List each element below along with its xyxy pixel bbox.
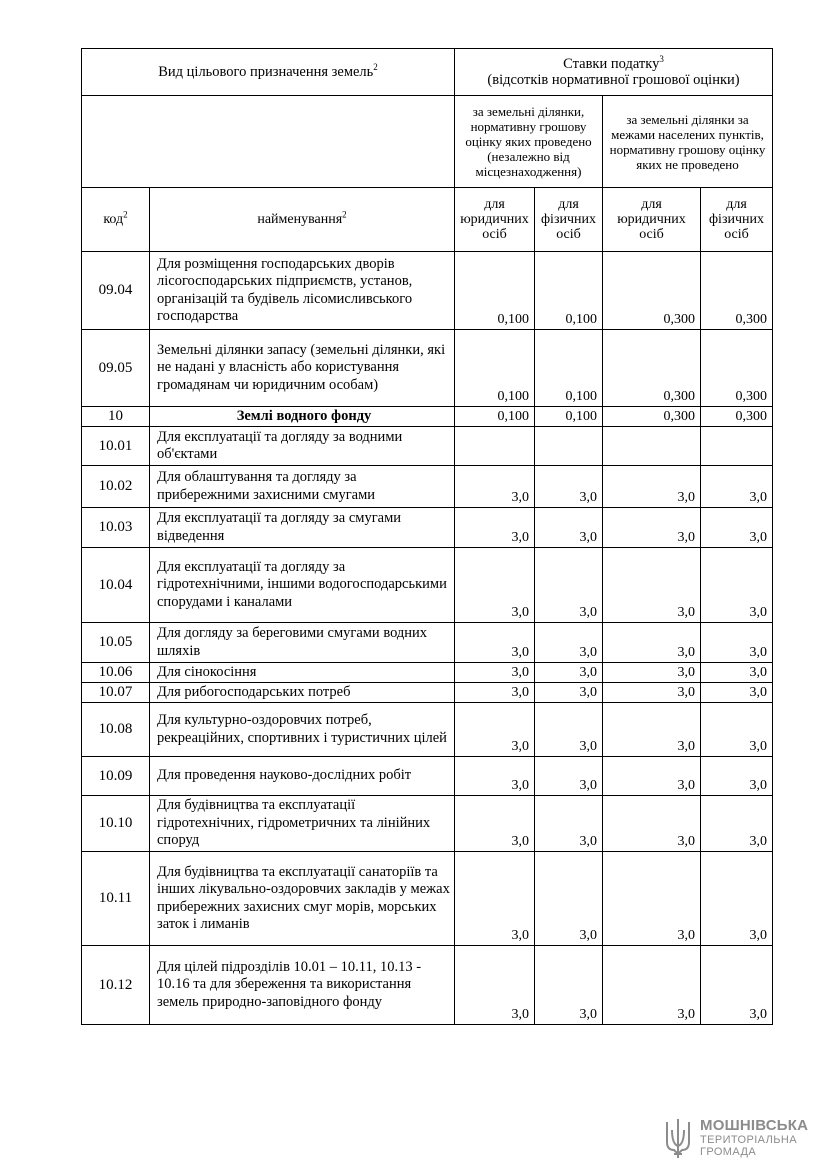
rate-legal-not-assessed: 0,300 xyxy=(603,252,701,330)
rate-physical-assessed: 3,0 xyxy=(535,946,603,1025)
rate-physical-not-assessed: 3,0 xyxy=(701,663,773,683)
empty-header-cell xyxy=(82,96,455,188)
rate-physical-not-assessed: 0,300 xyxy=(701,252,773,330)
header-row-3 xyxy=(82,188,773,252)
rate-legal-assessed: 3,0 xyxy=(455,703,535,757)
rate-legal-assessed: 3,0 xyxy=(455,663,535,683)
header-row-2 xyxy=(82,96,773,188)
rates-subtitle: (відсотків нормативної грошової оцінки) xyxy=(487,72,740,88)
rate-physical-assessed: 3,0 xyxy=(535,757,603,796)
purpose-title: Вид цільового призначення земель xyxy=(158,63,374,80)
logo-line-3: ГРОМАДА xyxy=(700,1146,757,1158)
row-name: Для будівництва та експлуатації санаторіїв та інших лікувально-оздоровчих закладів у межах прибережних захисних смуг морів, морських заток і лиманів xyxy=(150,852,455,946)
table-row xyxy=(82,946,773,1025)
rate-legal-assessed: 0,100 xyxy=(455,407,535,427)
logo-text xyxy=(700,1118,808,1158)
rate-legal-not-assessed: 0,300 xyxy=(603,407,701,427)
rate-physical-not-assessed: 3,0 xyxy=(701,683,773,703)
rate-physical-not-assessed: 0,300 xyxy=(701,407,773,427)
row-code: 10.05 xyxy=(82,623,150,663)
trident-icon xyxy=(664,1116,692,1160)
table-row xyxy=(82,663,773,683)
group-not-assessed-header: за земельні ділянки за межами населених пунктів, нормативну грошову оцінку яких не проведено xyxy=(603,96,773,188)
rate-physical-not-assessed: 3,0 xyxy=(701,703,773,757)
rate-legal-assessed: 3,0 xyxy=(455,757,535,796)
table-row xyxy=(82,252,773,330)
row-code: 10.10 xyxy=(82,796,150,852)
table-row xyxy=(82,796,773,852)
code-footnote: 2 xyxy=(123,209,128,220)
rate-physical-assessed: 3,0 xyxy=(535,796,603,852)
rate-physical-assessed: 3,0 xyxy=(535,548,603,623)
rate-legal-assessed: 3,0 xyxy=(455,946,535,1025)
rate-physical-not-assessed: 3,0 xyxy=(701,946,773,1025)
row-name: Для цілей підрозділів 10.01 – 10.11, 10.13 - 10.16 та для збереження та використання земель природно-заповідного фонду xyxy=(150,946,455,1025)
table-row xyxy=(82,757,773,796)
row-name: Для культурно-оздоровчих потреб, рекреаційних, спортивних і туристичних цілей xyxy=(150,703,455,757)
rate-legal-assessed: 3,0 xyxy=(455,548,535,623)
rate-physical-not-assessed: 3,0 xyxy=(701,852,773,946)
rate-physical-not-assessed: 3,0 xyxy=(701,548,773,623)
row-code: 10.09 xyxy=(82,757,150,796)
row-name: Земельні ділянки запасу (земельні ділянки, які не надані у власність або користування громадянам чи юридичним особам) xyxy=(150,330,455,407)
table-row xyxy=(82,852,773,946)
rate-legal-not-assessed: 3,0 xyxy=(603,757,701,796)
rate-legal-not-assessed: 3,0 xyxy=(603,796,701,852)
community-logo xyxy=(664,1116,809,1162)
col-legal-1-header: для юридичних осіб xyxy=(455,188,535,252)
rate-legal-not-assessed: 3,0 xyxy=(603,508,701,548)
rate-legal-not-assessed: 3,0 xyxy=(603,623,701,663)
rate-legal-not-assessed: 3,0 xyxy=(603,703,701,757)
rate-legal-assessed: 3,0 xyxy=(455,623,535,663)
row-code: 09.04 xyxy=(82,252,150,330)
rate-legal-assessed xyxy=(455,427,535,466)
row-name: Для проведення науково-дослідних робіт xyxy=(150,757,455,796)
rate-legal-not-assessed: 3,0 xyxy=(603,548,701,623)
row-name: Для сінокосіння xyxy=(150,663,455,683)
table-row xyxy=(82,427,773,466)
table-row xyxy=(82,407,773,427)
row-code: 10.12 xyxy=(82,946,150,1025)
rates-title: Ставки податку xyxy=(563,56,660,72)
rate-legal-assessed: 3,0 xyxy=(455,683,535,703)
rate-legal-assessed: 3,0 xyxy=(455,508,535,548)
row-name: Для експлуатації та догляду за водними об'єктами xyxy=(150,427,455,466)
row-code: 10.08 xyxy=(82,703,150,757)
purpose-header xyxy=(82,49,455,96)
name-header xyxy=(150,188,455,252)
row-name: Землі водного фонду xyxy=(150,407,455,427)
rate-legal-assessed: 3,0 xyxy=(455,796,535,852)
rate-physical-assessed: 3,0 xyxy=(535,683,603,703)
rate-physical-assessed: 0,100 xyxy=(535,252,603,330)
rate-physical-not-assessed: 3,0 xyxy=(701,466,773,508)
rate-legal-not-assessed: 3,0 xyxy=(603,466,701,508)
table-row xyxy=(82,623,773,663)
rate-physical-assessed: 3,0 xyxy=(535,663,603,683)
table-row xyxy=(82,683,773,703)
rate-physical-assessed: 3,0 xyxy=(535,508,603,548)
row-name: Для будівництва та експлуатації гідротехнічних, гідрометричних та лінійних споруд xyxy=(150,796,455,852)
tax-rates-table xyxy=(81,48,773,1025)
rate-physical-not-assessed: 3,0 xyxy=(701,623,773,663)
row-name: Для рибогосподарських потреб xyxy=(150,683,455,703)
table-row xyxy=(82,703,773,757)
table-row xyxy=(82,508,773,548)
name-footnote: 2 xyxy=(342,209,347,220)
row-code: 10.11 xyxy=(82,852,150,946)
code-header xyxy=(82,188,150,252)
rate-legal-not-assessed: 3,0 xyxy=(603,946,701,1025)
rate-legal-assessed: 0,100 xyxy=(455,252,535,330)
rate-physical-assessed: 3,0 xyxy=(535,852,603,946)
rate-physical-not-assessed: 3,0 xyxy=(701,757,773,796)
row-code: 10.03 xyxy=(82,508,150,548)
rate-legal-not-assessed: 3,0 xyxy=(603,852,701,946)
rate-physical-assessed xyxy=(535,427,603,466)
rate-legal-not-assessed: 3,0 xyxy=(603,663,701,683)
rate-physical-not-assessed: 3,0 xyxy=(701,508,773,548)
header-row-1 xyxy=(82,49,773,96)
row-name: Для експлуатації та догляду за смугами відведення xyxy=(150,508,455,548)
row-code: 10.07 xyxy=(82,683,150,703)
rate-legal-not-assessed xyxy=(603,427,701,466)
logo-line-2: ТЕРИТОРІАЛЬНА xyxy=(700,1134,797,1146)
row-code: 10 xyxy=(82,407,150,427)
row-code: 10.04 xyxy=(82,548,150,623)
rate-legal-assessed: 3,0 xyxy=(455,852,535,946)
row-name: Для розміщення господарських дворів лісогосподарських підприємств, установ, організацій та будівель лісомисливського господарства xyxy=(150,252,455,330)
table-row xyxy=(82,548,773,623)
rate-physical-not-assessed: 0,300 xyxy=(701,330,773,407)
rates-footnote: 3 xyxy=(659,54,664,65)
logo-line-1: МОШНІВСЬКА xyxy=(700,1117,809,1134)
rate-physical-not-assessed xyxy=(701,427,773,466)
rate-physical-assessed: 3,0 xyxy=(535,466,603,508)
col-legal-2-header: для юридичних осіб xyxy=(603,188,701,252)
row-code: 09.05 xyxy=(82,330,150,407)
col-physical-2-header: для фізичних осіб xyxy=(701,188,773,252)
rate-physical-assessed: 0,100 xyxy=(535,407,603,427)
row-code: 10.01 xyxy=(82,427,150,466)
group-assessed-header: за земельні ділянки, нормативну грошову оцінку яких проведено (незалежно від місцезнаходження) xyxy=(455,96,603,188)
row-name: Для експлуатації та догляду за гідротехнічними, іншими водогосподарськими спорудами і каналами xyxy=(150,548,455,623)
code-label: код xyxy=(103,212,124,227)
row-name: Для догляду за береговими смугами водних шляхів xyxy=(150,623,455,663)
name-label: найменування xyxy=(257,212,343,227)
table-row xyxy=(82,466,773,508)
rate-legal-assessed: 3,0 xyxy=(455,466,535,508)
row-code: 10.06 xyxy=(82,663,150,683)
col-physical-1-header: для фізичних осіб xyxy=(535,188,603,252)
row-code: 10.02 xyxy=(82,466,150,508)
rate-physical-assessed: 3,0 xyxy=(535,703,603,757)
purpose-footnote: 2 xyxy=(373,61,378,72)
row-name: Для облаштування та догляду за прибережними захисними смугами xyxy=(150,466,455,508)
rate-physical-not-assessed: 3,0 xyxy=(701,796,773,852)
rate-legal-assessed: 0,100 xyxy=(455,330,535,407)
rate-physical-assessed: 3,0 xyxy=(535,623,603,663)
rate-physical-assessed: 0,100 xyxy=(535,330,603,407)
rate-legal-not-assessed: 0,300 xyxy=(603,330,701,407)
rate-legal-not-assessed: 3,0 xyxy=(603,683,701,703)
rates-header xyxy=(455,49,773,96)
table-row xyxy=(82,330,773,407)
